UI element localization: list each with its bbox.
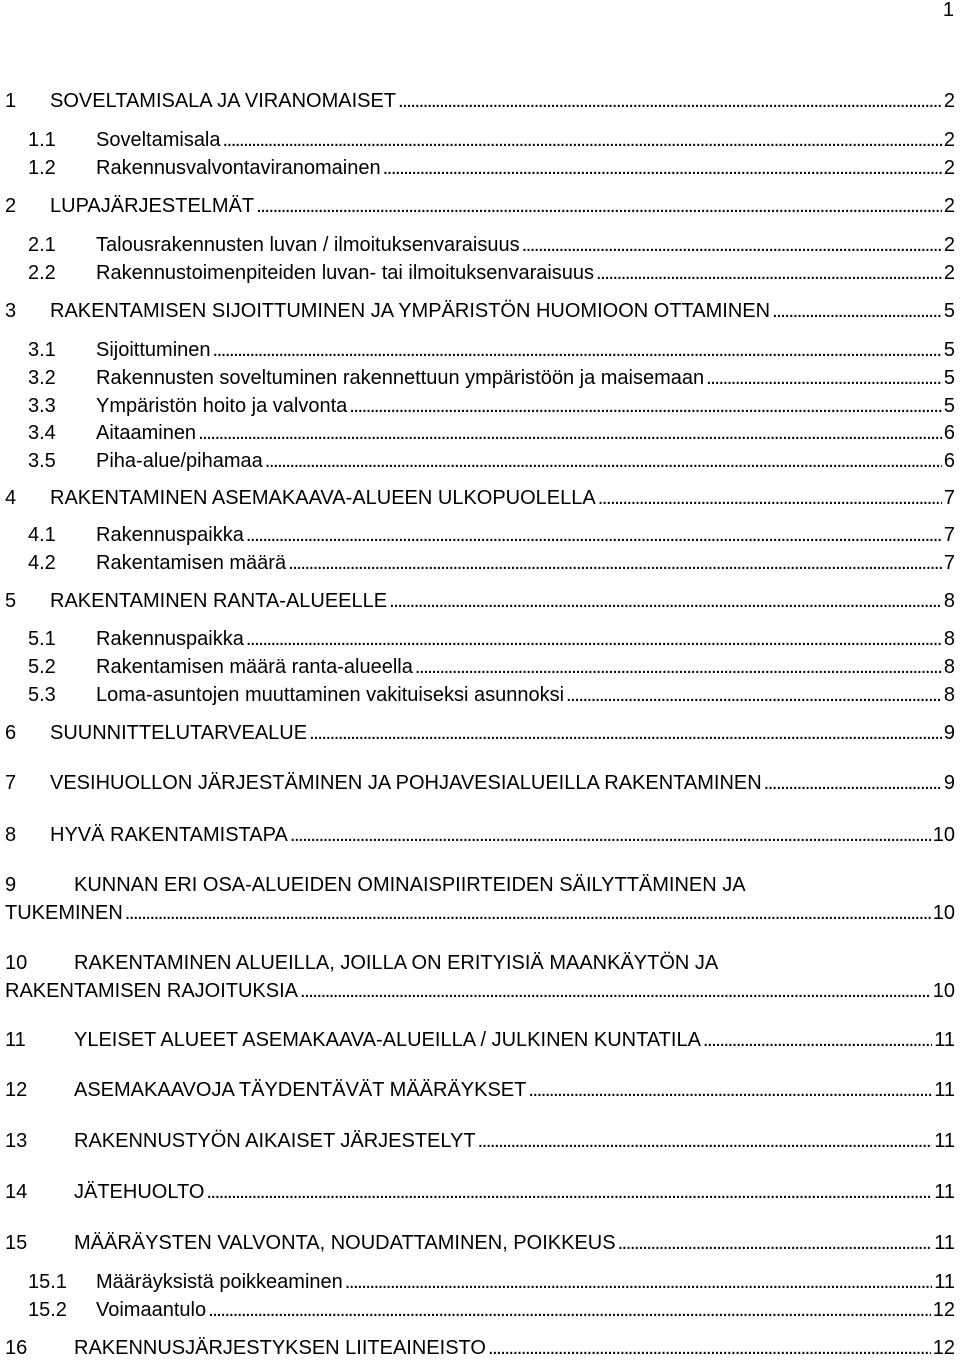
toc-entry-page: 2	[943, 262, 955, 284]
toc-entry-line	[5, 1230, 955, 1256]
toc-entry[interactable]	[5, 1297, 955, 1323]
toc-entry[interactable]	[5, 682, 955, 708]
toc-entry-title: KUNNAN ERI OSA-ALUEIDEN OMINAISPIIRTEIDEN SÄILYTTÄMINEN JA	[74, 874, 746, 896]
toc-entry[interactable]	[5, 1230, 955, 1256]
toc-entry-number: 3.3	[28, 395, 56, 417]
toc-entry-title: RAKENTAMINEN RANTA-ALUEELLE	[50, 590, 388, 612]
toc-entry[interactable]	[5, 588, 955, 614]
toc-entry-page: 5	[943, 300, 955, 322]
toc-entry[interactable]	[5, 232, 955, 258]
toc-entry-page: 11	[934, 1130, 955, 1152]
toc-leader-dots	[265, 448, 942, 474]
toc-entry-title: ASEMAKAAVOJA TÄYDENTÄVÄT MÄÄRÄYKSET	[74, 1079, 527, 1101]
toc-entry-title: Rakennustoimenpiteiden luvan- tai ilmoituksenvaraisuus	[96, 262, 595, 284]
toc-entry[interactable]	[5, 1179, 955, 1205]
toc-leader-dots	[706, 365, 942, 391]
toc-leader-dots	[383, 155, 942, 181]
toc-entry-line	[5, 1297, 955, 1323]
toc-entry-line	[5, 485, 955, 511]
toc-entry-title: RAKENTAMINEN ASEMAKAAVA-ALUEEN ULKOPUOLELLA	[50, 487, 596, 509]
toc-entry[interactable]	[5, 550, 955, 576]
toc-entry-line	[5, 1179, 955, 1205]
toc-entry-number: 15.1	[28, 1271, 67, 1293]
toc-entry-number: 2.1	[28, 234, 56, 256]
toc-entry-number: 11	[5, 1029, 26, 1051]
toc-entry-page: 5	[943, 395, 955, 417]
toc-entry-title: TUKEMINEN	[5, 902, 123, 924]
toc-entry-line	[5, 720, 955, 746]
toc-entry-page: 11	[934, 1029, 955, 1051]
toc-leader-dots	[223, 127, 942, 153]
toc-leader-dots	[566, 682, 942, 708]
toc-entry[interactable]	[5, 448, 955, 474]
toc-entry-line	[5, 260, 955, 286]
toc-entry-number: 1	[5, 90, 17, 112]
toc-entry-line	[5, 365, 955, 391]
toc-entry-title: HYVÄ RAKENTAMISTAPA	[50, 824, 288, 846]
toc-entry[interactable]	[5, 337, 955, 363]
toc-entry-page: 8	[943, 684, 955, 706]
toc-entry[interactable]	[5, 654, 955, 680]
toc-entry-page: 10	[932, 902, 955, 924]
toc-entry[interactable]	[5, 420, 955, 446]
toc-entry-number: 9	[5, 874, 17, 896]
toc-entry-title: RAKENTAMISEN RAJOITUKSIA	[5, 980, 299, 1002]
toc-entry-page: 7	[943, 552, 955, 574]
toc-leader-dots	[703, 1027, 932, 1053]
toc-entry-title: RAKENNUSJÄRJESTYKSEN LIITEAINEISTO	[74, 1337, 486, 1359]
toc-entry-title: JÄTEHUOLTO	[74, 1181, 205, 1203]
toc-entry-line	[5, 950, 955, 976]
toc-entry-line	[5, 626, 955, 652]
toc-entry-number: 4	[5, 487, 17, 509]
toc-entry-page: 2	[943, 129, 955, 151]
toc-entry-page: 5	[943, 367, 955, 389]
toc-entry-line	[5, 588, 955, 614]
toc-leader-dots	[488, 1335, 931, 1361]
toc-entry-line	[5, 978, 955, 1004]
toc-entry-line	[5, 393, 955, 419]
toc-entry-number: 1.1	[28, 129, 56, 151]
toc-leader-dots	[290, 822, 931, 848]
toc-entry[interactable]	[5, 950, 955, 1004]
toc-entry[interactable]	[5, 1269, 955, 1295]
toc-leader-dots	[300, 978, 931, 1004]
toc-entry-line	[5, 337, 955, 363]
toc-entry[interactable]	[5, 1128, 955, 1154]
toc-entry-title: RAKENNUSTYÖN AIKAISET JÄRJESTELYT	[74, 1130, 476, 1152]
toc-entry-title: Rakennuspaikka	[96, 524, 244, 546]
toc-entry-line	[5, 127, 955, 153]
toc-entry[interactable]	[5, 770, 955, 796]
toc-leader-dots	[596, 260, 942, 286]
toc-entry[interactable]	[5, 365, 955, 391]
toc-entry-number: 14	[5, 1181, 28, 1203]
toc-leader-dots	[398, 88, 942, 114]
toc-entry-page: 12	[932, 1299, 955, 1321]
toc-entry-title: Soveltamisala	[96, 129, 221, 151]
toc-entry-page: 11	[934, 1232, 955, 1254]
toc-entry-line	[5, 770, 955, 796]
toc-entry-title: SUUNNITTELUTARVEALUE	[50, 722, 308, 744]
toc-entry-title: SOVELTAMISALA JA VIRANOMAISET	[50, 90, 397, 112]
toc-leader-dots	[256, 193, 942, 219]
toc-entry-line	[5, 682, 955, 708]
toc-leader-dots	[246, 522, 942, 548]
toc-entry-line	[5, 88, 955, 114]
toc-entry-number: 6	[5, 722, 17, 744]
toc-entry-title: Ympäristön hoito ja valvonta	[96, 395, 348, 417]
toc-entry-number: 3.2	[28, 367, 56, 389]
toc-entry-page: 7	[943, 524, 955, 546]
toc-entry[interactable]	[5, 393, 955, 419]
toc-entry[interactable]	[5, 155, 955, 181]
toc-leader-dots	[528, 1077, 932, 1103]
toc-entry-number: 10	[5, 952, 28, 974]
toc-entry-line	[5, 448, 955, 474]
toc-entry-number: 3.4	[28, 422, 56, 444]
toc-entry-number: 2	[5, 195, 17, 217]
toc-entry[interactable]	[5, 193, 955, 219]
toc-entry-number: 8	[5, 824, 17, 846]
toc-entry-title: Piha-alue/pihamaa	[96, 450, 263, 472]
toc-entry-title: YLEISET ALUEET ASEMAKAAVA-ALUEILLA / JULKINEN KUNTATILA	[74, 1029, 701, 1051]
toc-entry-line	[5, 822, 955, 848]
toc-entry[interactable]	[5, 626, 955, 652]
toc-entry-number: 4.2	[28, 552, 56, 574]
toc-entry-line	[5, 900, 955, 926]
toc-entry-line	[5, 1128, 955, 1154]
toc-entry-page: 2	[943, 90, 955, 112]
toc-entry-title: RAKENTAMISEN SIJOITTUMINEN JA YMPÄRISTÖN HUOMIOON OTTAMINEN	[50, 300, 771, 322]
toc-entry-title: Loma-asuntojen muuttaminen vakituiseksi asunnoksi	[96, 684, 565, 706]
toc-entry-page: 11	[934, 1181, 955, 1203]
toc-entry-number: 12	[5, 1079, 28, 1101]
toc-leader-dots	[478, 1128, 933, 1154]
toc-entry-page: 11	[934, 1271, 955, 1293]
toc-entry[interactable]	[5, 1027, 955, 1053]
toc-entry-number: 5.1	[28, 628, 56, 650]
toc-entry-number: 3.5	[28, 450, 56, 472]
toc-entry-title: Rakennusvalvontaviranomainen	[96, 157, 381, 179]
toc-leader-dots	[598, 485, 942, 511]
toc-entry-page: 11	[934, 1079, 955, 1101]
toc-entry-number: 15	[5, 1232, 28, 1254]
toc-entry-line	[5, 420, 955, 446]
toc-entry-page: 7	[943, 487, 955, 509]
toc-entry-number: 3.1	[28, 339, 56, 361]
toc-entry-number: 2.2	[28, 262, 56, 284]
toc-entry[interactable]	[5, 1335, 955, 1361]
toc-entry-number: 16	[5, 1337, 28, 1359]
toc-entry[interactable]	[5, 485, 955, 511]
page-number: 1	[942, 0, 954, 21]
toc-entry-page: 10	[932, 980, 955, 1002]
toc-entry[interactable]	[5, 127, 955, 153]
toc-entry[interactable]	[5, 260, 955, 286]
toc-leader-dots	[618, 1230, 933, 1256]
toc-leader-dots	[208, 1297, 931, 1323]
toc-entry[interactable]	[5, 822, 955, 848]
toc-leader-dots	[349, 393, 942, 419]
toc-entry-title: RAKENTAMINEN ALUEILLA, JOILLA ON ERITYISIÄ MAANKÄYTÖN JA	[74, 952, 719, 974]
toc-entry-line	[5, 654, 955, 680]
toc-leader-dots	[415, 654, 942, 680]
toc-entry-page: 9	[943, 722, 955, 744]
toc-entry-title: Voimaantulo	[96, 1299, 207, 1321]
toc-entry[interactable]	[5, 720, 955, 746]
toc-entry-page: 12	[932, 1337, 955, 1359]
toc-entry-line	[5, 155, 955, 181]
toc-entry-line	[5, 550, 955, 576]
toc-leader-dots	[389, 588, 942, 614]
toc-entry-title: VESIHUOLLON JÄRJESTÄMINEN JA POHJAVESIALUEILLA RAKENTAMINEN	[50, 772, 762, 794]
toc-entry-line	[5, 1335, 955, 1361]
toc-entry-page: 5	[943, 339, 955, 361]
toc-entry[interactable]	[5, 1077, 955, 1103]
toc-entry[interactable]	[5, 522, 955, 548]
toc-entry-title: Määräyksistä poikkeaminen	[96, 1271, 343, 1293]
toc-entry-title: Rakennuspaikka	[96, 628, 244, 650]
toc-leader-dots	[522, 232, 942, 258]
toc-leader-dots	[125, 900, 931, 926]
toc-leader-dots	[206, 1179, 932, 1205]
toc-leader-dots	[345, 1269, 932, 1295]
toc-entry[interactable]	[5, 88, 955, 114]
toc-leader-dots	[288, 550, 942, 576]
toc-entry[interactable]	[5, 872, 955, 926]
toc-entry-title: Aitaaminen	[96, 422, 197, 444]
toc-entry-line	[5, 872, 955, 898]
toc-entry-number: 7	[5, 772, 17, 794]
toc-entry-number: 15.2	[28, 1299, 67, 1321]
toc-entry-line	[5, 1077, 955, 1103]
toc-entry-title: Rakentamisen määrä	[96, 552, 287, 574]
toc-entry-page: 9	[943, 772, 955, 794]
toc-entry-title: Talousrakennusten luvan / ilmoituksenvaraisuus	[96, 234, 520, 256]
toc-entry-line	[5, 298, 955, 324]
toc-entry-page: 8	[943, 656, 955, 678]
toc-entry-page: 8	[943, 628, 955, 650]
toc-entry-number: 5.2	[28, 656, 56, 678]
toc-entry-line	[5, 1027, 955, 1053]
toc-leader-dots	[772, 298, 942, 324]
toc-entry-page: 2	[943, 157, 955, 179]
toc-entry-page: 10	[932, 824, 955, 846]
toc-entry-line	[5, 522, 955, 548]
toc-entry-line	[5, 1269, 955, 1295]
toc-entry-number: 4.1	[28, 524, 56, 546]
toc-entry-page: 2	[943, 195, 955, 217]
toc-entry-number: 13	[5, 1130, 28, 1152]
toc-entry-number: 5	[5, 590, 17, 612]
toc-entry-number: 5.3	[28, 684, 56, 706]
toc-entry-title: Rakennusten soveltuminen rakennettuun ympäristöön ja maisemaan	[96, 367, 705, 389]
toc-entry-title: MÄÄRÄYSTEN VALVONTA, NOUDATTAMINEN, POIKKEUS	[74, 1232, 616, 1254]
toc-entry-line	[5, 193, 955, 219]
toc-entry-page: 6	[943, 422, 955, 444]
toc-entry-title: Sijoittuminen	[96, 339, 211, 361]
toc-entry-line	[5, 232, 955, 258]
toc-entry-number: 3	[5, 300, 17, 322]
toc-leader-dots	[213, 337, 942, 363]
toc-entry[interactable]	[5, 298, 955, 324]
toc-entry-title: Rakentamisen määrä ranta-alueella	[96, 656, 413, 678]
toc-leader-dots	[246, 626, 942, 652]
toc-leader-dots	[764, 770, 942, 796]
toc-entry-title: LUPAJÄRJESTELMÄT	[50, 195, 255, 217]
toc-entry-page: 6	[943, 450, 955, 472]
toc-entry-page: 2	[943, 234, 955, 256]
toc-entry-page: 8	[943, 590, 955, 612]
toc-leader-dots	[198, 420, 942, 446]
toc-leader-dots	[309, 720, 942, 746]
toc-entry-number: 1.2	[28, 157, 56, 179]
